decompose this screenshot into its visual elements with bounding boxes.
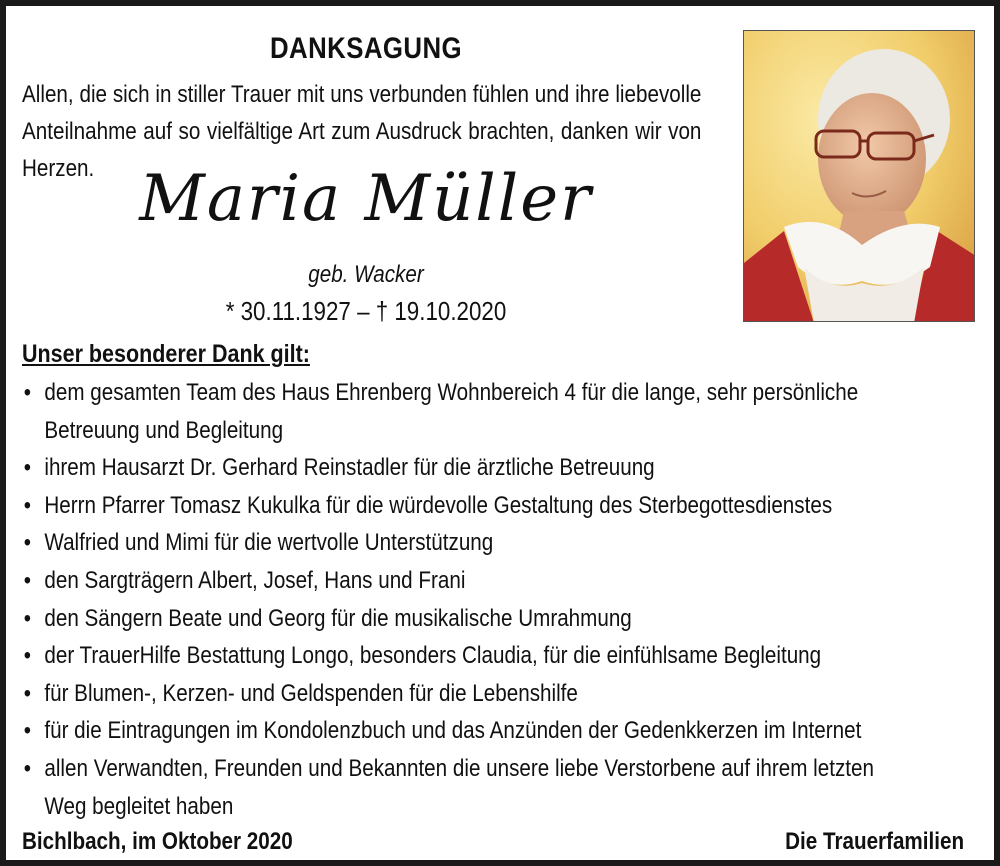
deceased-name: Maria Müller bbox=[139, 162, 593, 236]
place-date: Bichlbach, im Oktober 2020 bbox=[22, 828, 293, 855]
thanks-heading: Unser besonderer Dank gilt: bbox=[22, 340, 310, 368]
maiden-name: geb. Wacker bbox=[308, 261, 424, 288]
page-title: DANKSAGUNG bbox=[269, 32, 463, 65]
list-item: • der TrauerHilfe Bestattung Longo, besonders Claudia, für die einfühlsame Begleitung bbox=[22, 637, 904, 675]
list-item: • Herrn Pfarrer Tomasz Kukulka für die würdevolle Gestaltung des Sterbegottesdienstes bbox=[22, 487, 904, 525]
list-item: • allen Verwandten, Freunden und Bekannten die unsere liebe Verstorbene auf ihrem letzten Weg begleitet haben bbox=[22, 750, 904, 825]
signature: Die Trauerfamilien bbox=[785, 828, 964, 855]
list-item: • Walfried und Mimi für die wertvolle Unterstützung bbox=[22, 524, 904, 562]
list-item: • für die Eintragungen im Kondolenzbuch und das Anzünden der Gedenkkerzen im Internet bbox=[22, 712, 904, 750]
intro-text: Allen, die sich in stiller Trauer mit uns verbunden fühlen und ihre liebevolle Anteilnahme auf so vielfältige Art zum Ausdruck brachten, danken wir von Herzen. bbox=[22, 81, 702, 182]
list-item: • dem gesamten Team des Haus Ehrenberg Wohnbereich 4 für die lange, sehr persönliche Betreuung und Begleitung bbox=[22, 374, 904, 449]
portrait-photo-icon bbox=[743, 30, 975, 322]
thanks-list bbox=[22, 374, 874, 825]
life-dates: * 30.11.1927 – † 19.10.2020 bbox=[225, 296, 507, 326]
list-item: • ihrem Hausarzt Dr. Gerhard Reinstadler für die ärztliche Betreuung bbox=[22, 449, 904, 487]
list-item: • für Blumen-, Kerzen- und Geldspenden für die Lebenshilfe bbox=[22, 675, 904, 713]
obituary-card bbox=[6, 6, 994, 860]
list-item: • den Sargträgern Albert, Josef, Hans und Frani bbox=[22, 562, 904, 600]
list-item: • den Sängern Beate und Georg für die musikalische Umrahmung bbox=[22, 600, 904, 638]
